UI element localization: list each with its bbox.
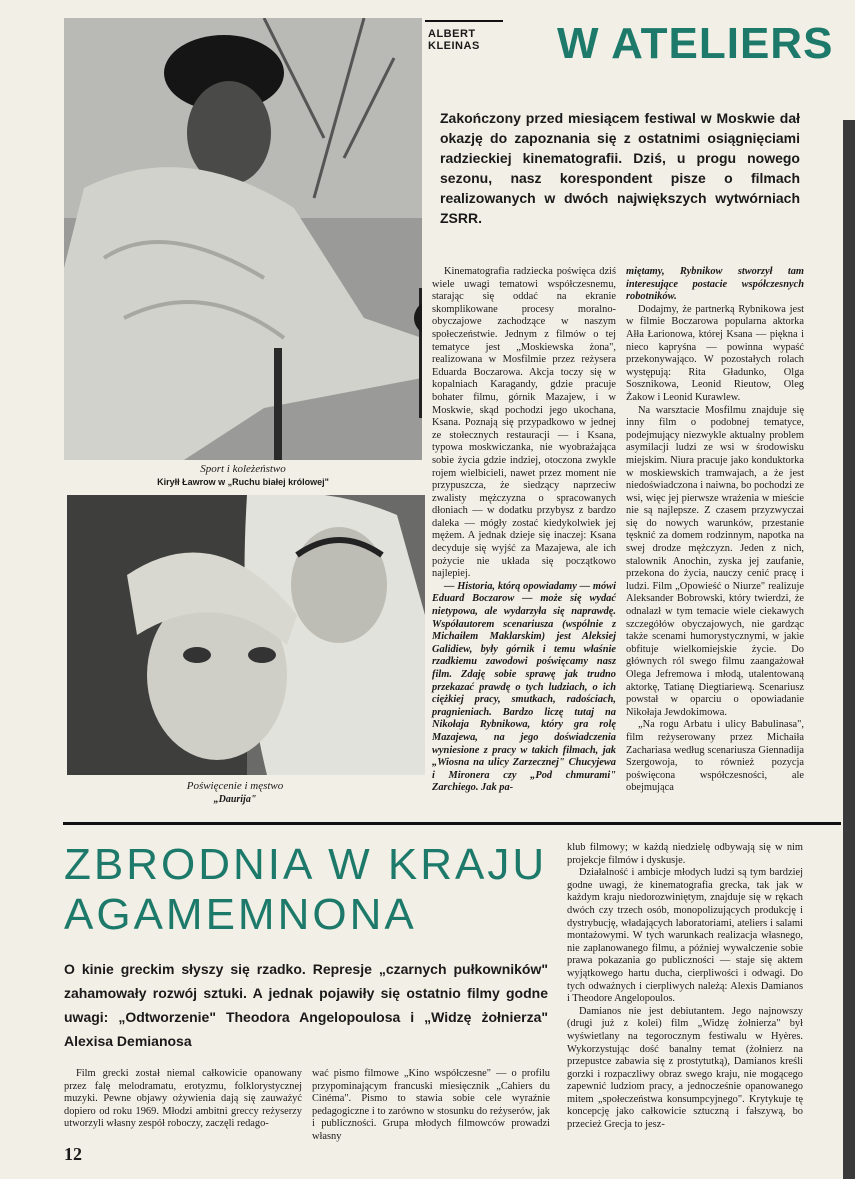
article1-column-1: [432, 266, 616, 795]
article2-title: [64, 840, 564, 940]
article1-col2-paragraph-2: Na warsztacie Mosfilmu znajduje się inny film o podobnej tematyce, podejmujący niezwykle aktualny problem asymilacji ludzi ze wsi w środowisku miejskim. Niura pracuje jako konduktorka w moskiewskich tramwajach, a że jest niedoświadczona i naiwna, bo pochodzi ze wsi, więc jej pierwsze wrażenia w mieście nie są najlepsze. Z czasem przyzwyczai się do nowych warunków, przestanie tęsknić za domem rodzinnym, napotka na swej drodze mężczyzn. Jeden z nich, stalownik Anochin, zyska jej zaufanie, przekona do życia, nauczy cenić pracę i ludzi. Film „Opowieść o Niurze" realizuje Aleksander Bobrowski, który twierdzi, że odnalazł w tym temacie wiele ciekawych szczegółów obyczajowych, nie gardząc także scenami humorystycznymi, w jakie obfituje wielkomiejskie życie. Do głównych ról swego filmu zaangażował Olega Jefremowa i młodą, utalentowaną aktorkę, Tatianę Diegtiariewą. Scenariusz powstał w oparciu o opowiadanie Nikołaja Jewdokimowa.: [626, 404, 804, 718]
article2-lead: O kinie greckim słyszy się rzadko. Represje „czarnych pułkowników" zahamowały rozwój sztuki. A jednak pojawiły się ostatnio filmy godne uwagi: „Odtworzenie" Theodora Angelopoulosa i „Widzę żołnierza" Alexisa Demianosa: [64, 961, 548, 1049]
article2-title-line-2: AGAMEMNONA: [64, 890, 417, 939]
article1-col2-paragraph-3: „Na rogu Arbatu i ulicy Babulinasa", film reżyserowany przez Michaiła Zachariasa według scenariusza Giennadija Szergowoja, to również pozycja poświęcona współczesności, ale obejmująca: [626, 719, 804, 794]
article2-colA-paragraph: Film grecki został niemal całkowicie opanowany przez falę melodramatu, erotyzmu, folklorystycznej muzyki. Pewne objawy ożywienia dają się zauważyć dopiero od roku 1969. Młodzi ambitni greccy reżyserzy utworzyli własny zespół roboczy, zaczęli redago-: [64, 1068, 302, 1130]
author-last-name: KLEINAS: [428, 40, 480, 52]
page-edge-strip: [843, 120, 855, 1179]
photo1-caption: [64, 463, 422, 489]
article2-column-c: [567, 842, 803, 1132]
photo2-caption-subtitle: „Daurija": [213, 794, 257, 805]
article2-title-line-1: ZBRODNIA W KRAJU: [64, 840, 548, 889]
article1-column-2: [626, 266, 804, 795]
article1-col2-paragraph-1: Dodajmy, że partnerką Rybnikowa jest w filmie Boczarowa popularna aktorka Ałła Łarionowa, której Ksana — piękna i nieco kapryśna — powinna wypaść przekonywająco. W pozostałych rolach występują: Rita Gładunko, Olga Sosznikowa, Leonid Rieutow, Oleg Żakow i Leonid Kurawlew.: [626, 303, 804, 403]
article1-col1-paragraph: Kinematografia radziecka poświęca dziś wiele uwagi tematowi współczesnemu, starając się oddać na ekranie skomplikowane procesy moralno-obyczajowe zachodzące w naszym społeczeństwie. Jednym z filmów o tej tematyce jest „Moskiewska żona", realizowana w Mosfilmie przez reżysera Eduarda Boczarowa. Akcja toczy się w kopalniach Karagandy, gdzie pracuje bohater filmu, górnik Mazajew, i w Moskwie, skąd pochodzi jego ukochana, Ksana. Poznają się przypadkowo w jednej ze stołecznych restauracji — i Ksana, typowa moskwiczanka, nie wyobrażająca sobie życia gdzie indziej, otoczona zwykle rojem wielbicieli, nawet przez moment nie przypuszcza, że siedzący naprzeciw zwalisty mężczyzna o spracowanych dłoniach — w dodatku przybysz z bardzo daleka — mógły zostać kiedykolwiek jej mężem. A jednak dzieje się inaczej: Ksana decyduje się wyjść za Mazajewa, ale ich pożycie nie układa się początkowo najlepiej.: [432, 266, 616, 580]
article1-col1-quote: — Historia, którą opowiadamy — mówi Eduard Boczarow — może się wydać nietypowa, ale wydarzyła się naprawdę. Współautorem scenariusza (wspólnie z Michaiłem Maklarskim) jest Aleksiej Galidiew, były górnik i temu właśnie rzadkiemu zawodowi poświęcamy nasz film. Zdaję sobie sprawę jak trudno przekazać prawdę o tych ludziach, o ich ciężkiej pracy, smutkach, radościach, pragnieniach. Bardzo liczę tutaj na Nikołaja Rybnikowa, który gra rolę Mazajewa, na jego doświadczenia wyniesione z pracy w takich filmach, jak „Wiosna na ulicy Zarzecznej" Chucyjewa i Mironera czy „Pod chmurami" Zarchiego. Jak pa-: [432, 580, 616, 794]
author-name: [428, 28, 508, 52]
photo-sport-i-kolezenstwo: [64, 18, 422, 460]
article2-column-b: [312, 1068, 550, 1144]
article2-colC-paragraph-3: Damianos nie jest debiutantem. Jego najnowszy (drugi już z kolei) film „Widzę żołnierza" był wyświetlany na tegorocznym festiwalu w Hyères. Wykorzystując dość banalny temat (żołnierz na przepustce zabawia się z prostytutką), Damianos kreśli gorzki i rozpaczliwy obraz swego kraju, nie mogącego zapewnić ludziom pracy, a jednocześnie opanowanego mitem „społeczeństwa konsumpcyjnego". Krytykuje tę koncepcję jako całkowicie sztuczną i fałszywą, bo przecież Grecja to jesz-: [567, 1005, 803, 1131]
author-first-name: ALBERT: [428, 28, 476, 40]
page-number: 12: [64, 1144, 82, 1164]
photo2-caption: [120, 780, 350, 806]
photo2-caption-title: Poświęcenie i męstwo: [186, 780, 284, 792]
photo-poswiecenie-i-mestwo: [67, 495, 425, 775]
article2-column-a: [64, 1068, 302, 1131]
article2-colB-paragraph: wać pismo filmowe „Kino współczesne" — o profilu przypominającym francuski miesięcznik „Cahiers du Cinéma". Pismo to stawia sobie cele wyraźnie pedagogiczne i to zarówno w stosunku do reżyserów, jak i publiczności. Grupa młodych filmowców prowadzi własny: [312, 1068, 550, 1142]
article1-title: W ATELIERS: [557, 22, 834, 68]
article1-col2-quote-end: miętamy, Rybnikow stworzył tam interesujące postacie współczesnych robotników.: [626, 266, 804, 303]
article2-colC-paragraph-2: Działalność i ambicje młodych ludzi są tym bardziej godne uwagi, że kinematografia grecka, tak jak w każdym kraju niedorozwiniętym, znajduje się w rękach dwóch czy trzech osób, monopolizujących produkcję i dystrybucję, władających laboratoriami, ateliers i salami montażowymi. W tych warunkach realizacja własnego, nie zaplanowanego filmu, a później wywalczenie sobie prawa pokazania go publiczności — staje się aktem wyjątkowego hartu ducha, cierpliwości i odwagi. Do tych odważnych i cierpliwych należą: Alexis Damianos i Theodore Angelopoulos.: [567, 867, 803, 1005]
photo1-caption-title: Sport i koleżeństwo: [200, 463, 286, 475]
author-rule: [425, 20, 503, 22]
section-divider: [63, 822, 841, 825]
photo1-caption-subtitle: Kiryłł Ławrow w „Ruchu białej królowej": [157, 477, 329, 487]
article2-colC-paragraph-1: klub filmowy; w każdą niedzielę odbywają się w nim projekcje filmów i dyskusje.: [567, 842, 803, 866]
article1-lead: Zakończony przed miesiącem festiwal w Moskwie dał okazję do zapoznania się z ostatnimi osiągnięciami radzieckiej kinematografii. Dziś, u progu nowego sezonu, nasz korespondent pisze o filmach realizowanych w dwóch największych wytwórniach ZSRR.: [440, 110, 800, 226]
